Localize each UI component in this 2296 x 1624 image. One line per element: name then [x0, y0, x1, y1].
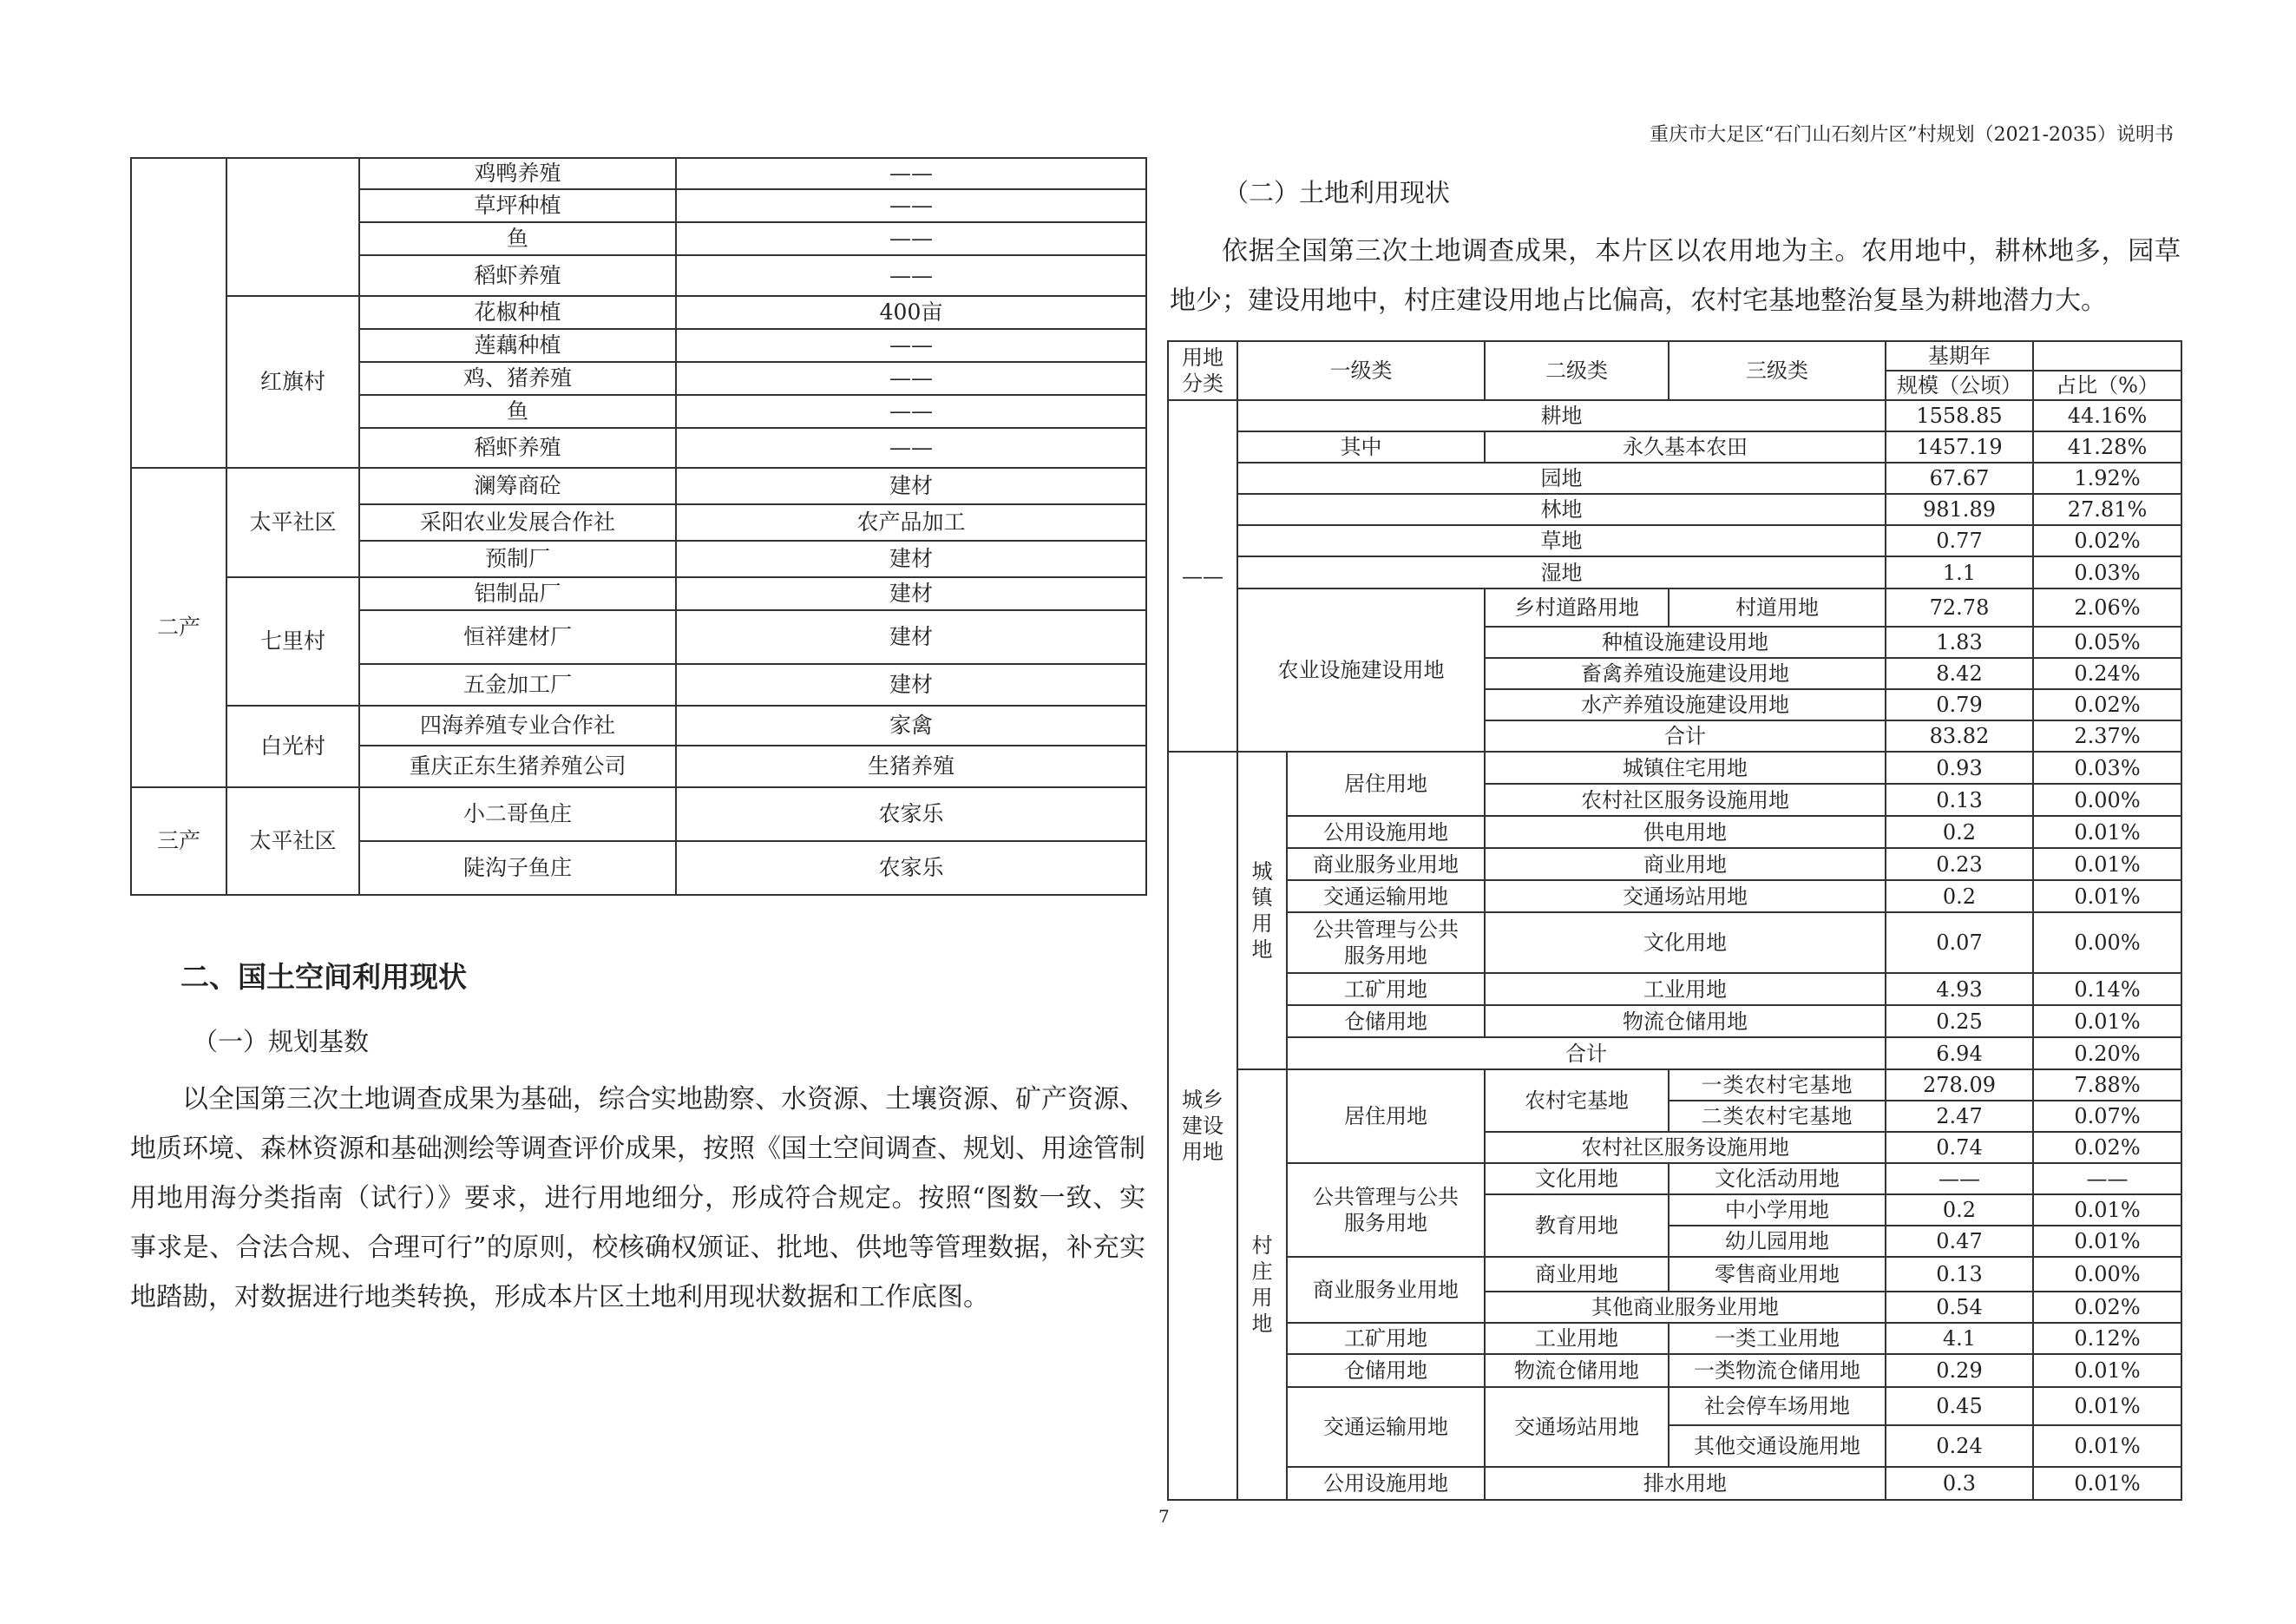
landuse-scale: 0.2	[1886, 1194, 2033, 1226]
landuse-name: 耕地	[1237, 400, 1886, 431]
landuse-level3: 中小学用地	[1669, 1194, 1886, 1226]
landuse-scale: 1457.19	[1886, 431, 2033, 463]
landuse-scale: 0.25	[1886, 1005, 2033, 1037]
landuse-name: 工矿用地	[1287, 1323, 1485, 1354]
landuse-scale: 0.2	[1886, 816, 2033, 848]
landuse-scale: 278.09	[1886, 1069, 2033, 1101]
landuse-ratio: 0.24%	[2033, 658, 2181, 689]
village-land-label-text: 村庄用地	[1251, 1233, 1273, 1336]
landuse-name	[1287, 912, 1485, 973]
industry-table	[130, 157, 1147, 896]
landuse-ratio: 0.01%	[2033, 880, 2181, 912]
landuse-name: 园地	[1237, 463, 1886, 494]
landuse-sub: 物流仓储用地	[1485, 1005, 1886, 1037]
landuse-scale: 0.47	[1886, 1226, 2033, 1257]
header-ratio: 占比（%）	[2033, 371, 2181, 400]
landuse-name: 其中	[1237, 431, 1485, 463]
town-land-label	[1237, 752, 1287, 1069]
landuse-level3: 社会停车场用地	[1669, 1387, 1886, 1425]
landuse-scale: 981.89	[1886, 494, 2033, 525]
landuse-sub: 农村社区服务设施用地	[1485, 784, 1886, 816]
landuse-sub: 水产养殖设施建设用地	[1485, 689, 1886, 720]
document-header-title: 重庆市大足区“石门山石刻片区”村规划（2021-2035）说明书	[1650, 124, 2174, 146]
industry-item: 陡沟子鱼庄	[359, 841, 676, 895]
industry-item: 鸡鸭养殖	[359, 158, 676, 189]
village-taiping: 太平社区	[226, 787, 359, 895]
industry-scale: ——	[676, 158, 1146, 189]
header-level2: 二级类	[1485, 341, 1669, 400]
landuse-name-text: 公共管理与公共服务用地	[1313, 1185, 1459, 1235]
landuse-scale: 8.42	[1886, 658, 2033, 689]
landuse-ratio: 1.92%	[2033, 463, 2181, 494]
landuse-sub: 畜禽养殖设施建设用地	[1485, 658, 1886, 689]
industry-cell-empty	[226, 158, 359, 296]
industry-type: 建材	[676, 468, 1146, 504]
landuse-scale: 0.13	[1886, 784, 2033, 816]
header-level3: 三级类	[1669, 341, 1886, 400]
tertiary-industry-label: 三产	[131, 787, 226, 895]
industry-type: 农家乐	[676, 841, 1146, 895]
industry-scale: ——	[676, 255, 1146, 296]
landuse-sub: 城镇住宅用地	[1485, 752, 1886, 784]
header-empty	[2033, 341, 2181, 371]
landuse-sub: 永久基本农田	[1485, 431, 1886, 463]
landuse-ratio: 0.01%	[2033, 1005, 2181, 1037]
landuse-ratio: 0.01%	[2033, 1467, 2181, 1500]
landuse-sub: 排水用地	[1485, 1467, 1886, 1500]
landuse-ratio: 44.16%	[2033, 400, 2181, 431]
landuse-ratio: 0.02%	[2033, 1132, 2181, 1163]
industry-scale: ——	[676, 222, 1146, 255]
landuse-sub: 其他商业服务业用地	[1485, 1292, 1886, 1323]
category-urban-rural	[1168, 752, 1237, 1500]
industry-scale: ——	[676, 329, 1146, 362]
industry-type: 生猪养殖	[676, 746, 1146, 787]
landuse-ratio: 0.00%	[2033, 912, 2181, 973]
landuse-level2: 交通场站用地	[1485, 1387, 1669, 1467]
header-base-year: 基期年	[1886, 341, 2033, 371]
landuse-ratio: 0.02%	[2033, 525, 2181, 556]
landuse-table	[1167, 340, 2182, 1501]
industry-item: 鱼	[359, 395, 676, 428]
landuse-level3: 幼儿园用地	[1669, 1226, 1886, 1257]
landuse-level2: 工业用地	[1485, 1323, 1669, 1354]
landuse-scale: 6.94	[1886, 1037, 2033, 1069]
industry-item: 稻虾养殖	[359, 428, 676, 468]
landuse-scale: 0.79	[1886, 689, 2033, 720]
landuse-sub: 商业用地	[1485, 848, 1886, 880]
landuse-scale: 0.74	[1886, 1132, 2033, 1163]
landuse-scale: 2.47	[1886, 1101, 2033, 1132]
landuse-scale: 1558.85	[1886, 400, 2033, 431]
landuse-name: 湿地	[1237, 556, 1886, 588]
landuse-name: 仓储用地	[1287, 1354, 1485, 1387]
landuse-level2: 物流仓储用地	[1485, 1354, 1669, 1387]
industry-item: 五金加工厂	[359, 664, 676, 706]
landuse-ratio: 0.14%	[2033, 973, 2181, 1005]
section-heading: 二、国土空间利用现状	[180, 960, 467, 994]
village-qili: 七里村	[226, 577, 359, 706]
industry-item: 鱼	[359, 222, 676, 255]
industry-scale: ——	[676, 362, 1146, 395]
landuse-level3: 一类物流仓储用地	[1669, 1354, 1886, 1387]
landuse-ratio: 0.03%	[2033, 752, 2181, 784]
landuse-scale: 4.1	[1886, 1323, 2033, 1354]
landuse-scale: 0.77	[1886, 525, 2033, 556]
landuse-scale: 1.1	[1886, 556, 2033, 588]
landuse-name: 交通运输用地	[1287, 880, 1485, 912]
header-level1: 一级类	[1237, 341, 1485, 400]
landuse-name: 交通运输用地	[1287, 1387, 1485, 1467]
landuse-scale: 0.23	[1886, 848, 2033, 880]
landuse-level2: 乡村道路用地	[1485, 588, 1669, 627]
landuse-name: 草地	[1237, 525, 1886, 556]
industry-scale: ——	[676, 428, 1146, 468]
landuse-name: 商业服务业用地	[1287, 1257, 1485, 1323]
industry-type: 建材	[676, 577, 1146, 610]
industry-type: 农产品加工	[676, 504, 1146, 541]
landuse-ratio: 27.81%	[2033, 494, 2181, 525]
landuse-ratio: 0.03%	[2033, 556, 2181, 588]
landuse-name: 仓储用地	[1287, 1005, 1485, 1037]
industry-item: 恒祥建材厂	[359, 610, 676, 664]
landuse-scale: 4.93	[1886, 973, 2033, 1005]
header-scale: 规模（公顷）	[1886, 371, 2033, 400]
industry-item: 重庆正东生猪养殖公司	[359, 746, 676, 787]
landuse-scale: 67.67	[1886, 463, 2033, 494]
industry-item: 鸡、猪养殖	[359, 362, 676, 395]
landuse-total: 合计	[1287, 1037, 1886, 1069]
landuse-level2: 商业用地	[1485, 1257, 1669, 1292]
landuse-scale: 0.3	[1886, 1467, 2033, 1500]
industry-cell-empty	[131, 158, 226, 468]
landuse-scale: 0.2	[1886, 880, 2033, 912]
landuse-name-text: 公共管理与公共服务用地	[1313, 917, 1459, 968]
industry-item: 四海养殖专业合作社	[359, 706, 676, 746]
landuse-sub: 农村社区服务设施用地	[1485, 1132, 1886, 1163]
header-category	[1168, 341, 1237, 400]
landuse-sub: 文化用地	[1485, 912, 1886, 973]
landuse-total: 合计	[1485, 720, 1886, 752]
body-paragraph: 以全国第三次土地调查成果为基础，综合实地勘察、水资源、土壤资源、矿产资源、地质环境、森林资源和基础测绘等调查评价成果，按照《国土空间调查、规划、用途管制用地用海分类指南（试行）》要求，进行用地细分，形成符合规定。按照“图数一致、实事求是、合法合规、合理可行”的原则，校核确权颁证、批地、供地等管理数据，补充实地踏勘，对数据进行地类转换，形成本片区土地利用现状数据和工作底图。	[130, 1084, 1145, 1312]
landuse-level2: 教育用地	[1485, 1194, 1669, 1257]
landuse-scale: 83.82	[1886, 720, 2033, 752]
landuse-name: 居住用地	[1287, 752, 1485, 816]
industry-item: 草坪种植	[359, 189, 676, 222]
landuse-name	[1287, 1163, 1485, 1257]
subsection-heading: （一）规划基数	[193, 1027, 370, 1056]
category-agri: ——	[1168, 400, 1237, 752]
landuse-name: 商业服务业用地	[1287, 848, 1485, 880]
landuse-ratio: 0.01%	[2033, 1194, 2181, 1226]
industry-type: 建材	[676, 541, 1146, 577]
landuse-level3: 村道用地	[1669, 588, 1886, 627]
industry-scale: ——	[676, 395, 1146, 428]
landuse-ratio: 2.37%	[2033, 720, 2181, 752]
landuse-ratio: 0.07%	[2033, 1101, 2181, 1132]
page-number: 7	[1158, 1506, 1170, 1527]
industry-item: 澜筹商砼	[359, 468, 676, 504]
landuse-scale: 0.54	[1886, 1292, 2033, 1323]
industry-scale: 400亩	[676, 296, 1146, 329]
landuse-ratio: 0.01%	[2033, 816, 2181, 848]
industry-item: 铝制品厂	[359, 577, 676, 610]
landuse-name: 公用设施用地	[1287, 816, 1485, 848]
landuse-sub: 供电用地	[1485, 816, 1886, 848]
landuse-name: 公用设施用地	[1287, 1467, 1485, 1500]
landuse-ratio: 0.01%	[2033, 1226, 2181, 1257]
landuse-name: 居住用地	[1287, 1069, 1485, 1163]
village-land-label	[1237, 1069, 1287, 1500]
landuse-ratio: 0.02%	[2033, 689, 2181, 720]
landuse-ratio: 0.01%	[2033, 1387, 2181, 1425]
landuse-level3: 二类农村宅基地	[1669, 1101, 1886, 1132]
industry-item: 预制厂	[359, 541, 676, 577]
landuse-level3: 一类农村宅基地	[1669, 1069, 1886, 1101]
landuse-ratio: 0.05%	[2033, 627, 2181, 658]
industry-item: 莲藕种植	[359, 329, 676, 362]
landuse-level2: 农村宅基地	[1485, 1069, 1669, 1132]
landuse-ratio: 0.20%	[2033, 1037, 2181, 1069]
village-taiping: 太平社区	[226, 468, 359, 577]
landuse-ratio: 0.00%	[2033, 784, 2181, 816]
landuse-ratio: 41.28%	[2033, 431, 2181, 463]
landuse-name: 工矿用地	[1287, 973, 1485, 1005]
landuse-level3: 零售商业用地	[1669, 1257, 1886, 1292]
landuse-scale: 0.07	[1886, 912, 2033, 973]
industry-type: 家禽	[676, 706, 1146, 746]
landuse-scale: 0.24	[1886, 1425, 2033, 1467]
landuse-ratio: 7.88%	[2033, 1069, 2181, 1101]
industry-type: 建材	[676, 610, 1146, 664]
landuse-ratio: 2.06%	[2033, 588, 2181, 627]
landuse-level3: 一类工业用地	[1669, 1323, 1886, 1354]
landuse-name: 林地	[1237, 494, 1886, 525]
subsection-heading: （二）土地利用现状	[1223, 178, 1451, 207]
industry-scale: ——	[676, 189, 1146, 222]
landuse-scale: 0.29	[1886, 1354, 2033, 1387]
landuse-scale: 72.78	[1886, 588, 2033, 627]
landuse-ratio: 0.01%	[2033, 1354, 2181, 1387]
industry-type: 建材	[676, 664, 1146, 706]
industry-item: 采阳农业发展合作社	[359, 504, 676, 541]
town-land-label-text: 城镇用地	[1251, 859, 1273, 962]
industry-item: 花椒种植	[359, 296, 676, 329]
category-urban-rural-text: 城乡建设用地	[1181, 1088, 1223, 1164]
village-hongqi: 红旗村	[226, 296, 359, 468]
secondary-industry-label: 二产	[131, 468, 226, 787]
landuse-ratio: 0.01%	[2033, 1425, 2181, 1467]
landuse-sub: 交通场站用地	[1485, 880, 1886, 912]
landuse-ratio: 0.01%	[2033, 848, 2181, 880]
landuse-scale: 0.45	[1886, 1387, 2033, 1425]
landuse-scale: ——	[1886, 1163, 2033, 1194]
landuse-ratio: 0.02%	[2033, 1292, 2181, 1323]
village-baiguang: 白光村	[226, 706, 359, 787]
industry-item: 稻虾养殖	[359, 255, 676, 296]
landuse-sub: 工业用地	[1485, 973, 1886, 1005]
industry-item: 小二哥鱼庄	[359, 787, 676, 841]
landuse-ratio: ——	[2033, 1163, 2181, 1194]
landuse-name: 农业设施建设用地	[1237, 588, 1485, 752]
landuse-level2: 文化用地	[1485, 1163, 1669, 1194]
industry-type: 农家乐	[676, 787, 1146, 841]
landuse-scale: 0.93	[1886, 752, 2033, 784]
landuse-scale: 0.13	[1886, 1257, 2033, 1292]
landuse-ratio: 0.00%	[2033, 1257, 2181, 1292]
header-category-text: 用地分类	[1181, 345, 1223, 396]
landuse-scale: 1.83	[1886, 627, 2033, 658]
body-paragraph: 依据全国第三次土地调查成果，本片区以农用地为主。农用地中，耕林地多，园草地少；建设用地中，村庄建设用地占比偏高，农村宅基地整治复垦为耕地潜力大。	[1170, 236, 2181, 316]
landuse-level3: 文化活动用地	[1669, 1163, 1886, 1194]
landuse-sub: 种植设施建设用地	[1485, 627, 1886, 658]
landuse-ratio: 0.12%	[2033, 1323, 2181, 1354]
landuse-level3: 其他交通设施用地	[1669, 1425, 1886, 1467]
